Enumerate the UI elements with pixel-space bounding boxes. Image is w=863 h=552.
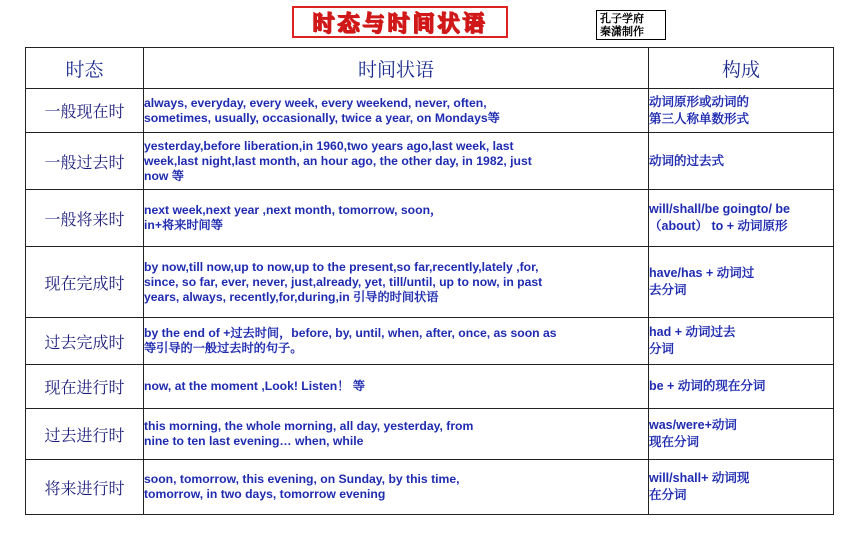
formation-line: have/has + 动词过	[649, 266, 755, 280]
tense-name: 一般将来时	[26, 190, 144, 247]
tense-name: 一般过去时	[26, 133, 144, 190]
table-row	[26, 460, 834, 515]
formation-line: 在分词	[649, 488, 687, 502]
formation-line: will/shall/be goingto/ be	[649, 202, 790, 216]
adverbial-line: sometimes, usually, occasionally, twice a year, on Mondays等	[144, 110, 500, 125]
adverbial-line: always, everyday, every week, every weekend, never, often,	[144, 95, 487, 110]
adverbial-line: yesterday,before liberation,in 1960,two years ago,last week, last	[144, 138, 514, 153]
adverbial-line: by the end of +过去时间，before, by, until, when, after, once, as soon as	[144, 326, 557, 340]
adverbial-line: now, at the moment ,Look! Listen！ 等	[144, 379, 365, 393]
tense-name: 过去进行时	[26, 409, 144, 460]
formation-line: 动词原形或动词的	[649, 94, 750, 109]
formation	[649, 318, 834, 365]
formation	[649, 190, 834, 247]
time-adverbials	[144, 190, 649, 247]
table-row	[26, 190, 834, 247]
adverbial-line: week,last night,last month, an hour ago, the other day, in 1982, just	[144, 153, 532, 168]
table-row	[26, 247, 834, 318]
formation-line: will/shall+ 动词现	[649, 471, 750, 485]
adverbial-line: next week,next year ,next month, tomorrow, soon，	[144, 203, 443, 217]
adverbial-line: nine to ten last evening… when, while	[144, 434, 364, 448]
adverbial-line: now 等	[144, 168, 184, 183]
formation-line: 去分词	[649, 283, 687, 297]
time-adverbials	[144, 133, 649, 190]
formation	[649, 460, 834, 515]
credit-line-2: 秦潇制作	[600, 25, 644, 38]
tense-name: 将来进行时	[26, 460, 144, 515]
time-adverbials	[144, 409, 649, 460]
formation-line: 现在分词	[649, 435, 700, 449]
header-row	[26, 48, 834, 89]
adverbial-line: since, so far, ever, never, just,already, yet, till/until, up to now, in past	[144, 274, 543, 289]
adverbial-line: this morning, the whole morning, all day, yesterday, from	[144, 419, 474, 433]
tense-name: 过去完成时	[26, 318, 144, 365]
formation	[649, 133, 834, 190]
table-row	[26, 409, 834, 460]
formation-line: had + 动词过去	[649, 325, 736, 339]
adverbial-line: soon, tomorrow, this evening, on Sunday, by this time,	[144, 472, 460, 486]
formation	[649, 409, 834, 460]
credit-line-1: 孔子学府	[600, 12, 644, 25]
table-row	[26, 133, 834, 190]
formation-line: 第三人称单数形式	[649, 111, 750, 126]
adverbial-line: years, always, recently,for,during,in 引导的时间状语	[144, 289, 439, 304]
time-adverbials	[144, 318, 649, 365]
time-adverbials	[144, 460, 649, 515]
title-banner	[292, 6, 508, 38]
page-title: 时态与时间状语	[312, 11, 488, 37]
adverbial-line: in+将来时间等	[144, 218, 223, 232]
tense-name: 现在完成时	[26, 247, 144, 318]
formation	[649, 247, 834, 318]
formation	[649, 89, 834, 133]
formation-line: （about） to + 动词原形	[649, 219, 788, 233]
table-row	[26, 89, 834, 133]
time-adverbials	[144, 365, 649, 409]
formation	[649, 365, 834, 409]
header-formation: 构成	[649, 48, 834, 89]
table-row	[26, 365, 834, 409]
tense-table	[25, 47, 834, 515]
credit-box	[596, 10, 666, 40]
table-row	[26, 318, 834, 365]
adverbial-line: 等引导的一般过去时的句子。	[144, 341, 303, 355]
tense-name: 一般现在时	[26, 89, 144, 133]
time-adverbials	[144, 89, 649, 133]
formation-line: be + 动词的现在分词	[649, 379, 766, 393]
time-adverbials	[144, 247, 649, 318]
formation-line: was/were+动词	[649, 418, 737, 432]
header-adverbials: 时间状语	[144, 48, 649, 89]
adverbial-line: by now,till now,up to now,up to the present,so far,recently,lately ,for,	[144, 259, 539, 274]
formation-line: 动词的过去式	[649, 153, 725, 168]
formation-line: 分词	[649, 342, 675, 356]
tense-name: 现在进行时	[26, 365, 144, 409]
adverbial-line: tomorrow, in two days, tomorrow evening	[144, 487, 386, 501]
header-tense: 时态	[26, 48, 144, 89]
